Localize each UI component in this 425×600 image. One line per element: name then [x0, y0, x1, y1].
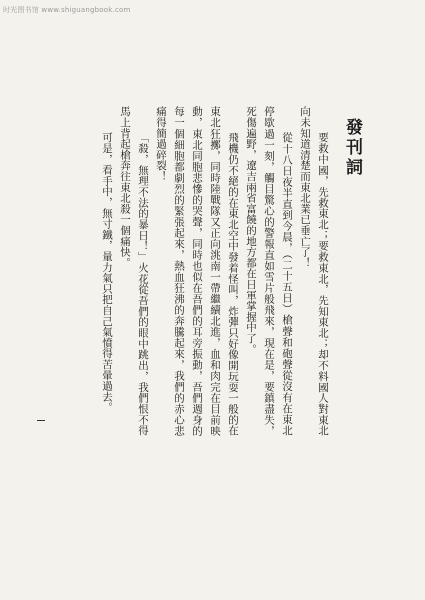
paragraph-3: 飛機仍不絕的在東北空中發着怪叫，炸彈只好像開玩耍一般的在東北狂擲，同時陸戰隊又正向洮南一帶繼續北進，血和肉完在目前映動，東北同胞悲慘的哭聲，同時也似在吾們的耳旁振動，吾們週身的每一個細胞都劇烈的緊張起來，熱血狂沸的奔騰起來，我們的赤心悲痛得簡過碎裂！: [155, 106, 239, 436]
watermark: 时光图书馆 www.shiguangbook.com: [3, 6, 131, 14]
page-margin-mark: [37, 420, 45, 421]
paragraph-2: 從十八日夜半直到今晨，（二十五日）槍聲和砲聲從沒有在東北停歇過一刻，觸目驚心的警報直如雪片般飛來，現在是，要鎮盡失，死傷遍野，遼吉兩省富饒的地方都在日軍掌握中了。: [245, 106, 293, 436]
paragraph-1: 要救中國，先救東北；要救東北，先知東北；却不料國人對東北向未知道清楚而東北業已垂亡了！: [299, 106, 329, 436]
page-title: 發刊詞: [342, 118, 362, 178]
body-text: [60, 106, 332, 436]
paragraph-5: 可是，看手中，無寸鐵，量力氣只把自己氣憤得苦暈過去。: [101, 132, 113, 414]
paragraph-4: 「殺，無理不法的暴日！」火花從吾們的眼中跳出，我們恨不得馬上背起槍奔往東北殺一個痛快。: [119, 106, 149, 436]
